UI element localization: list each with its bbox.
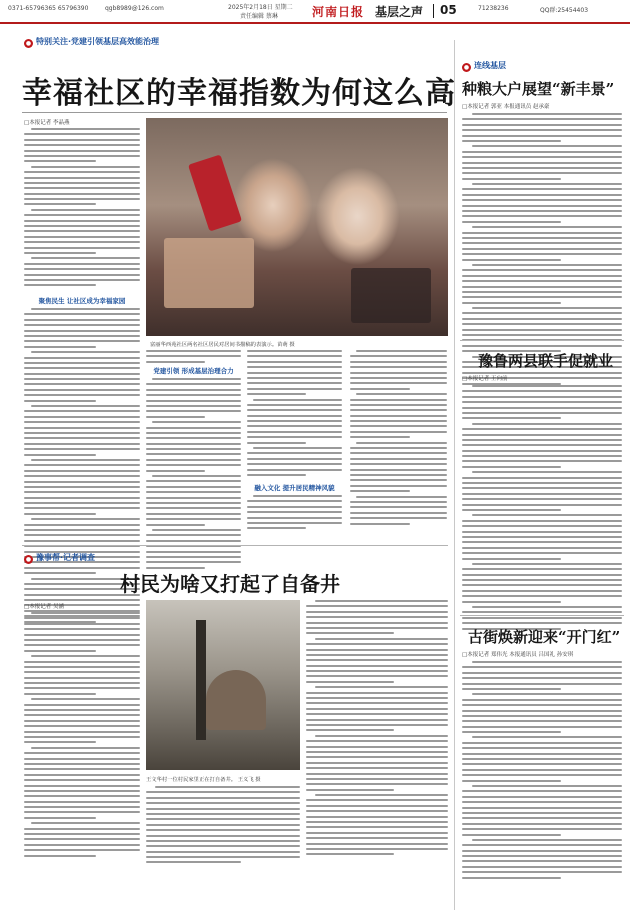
story2-tag-text: 豫事帮·记者调查 <box>36 553 96 562</box>
paper-cut-artwork <box>188 154 242 231</box>
right1-byline: □本报记者 郭亚 本报通讯员 赵承豪 <box>462 104 550 110</box>
story1-photo <box>146 118 448 336</box>
header-email-left: qgb8989@126.com <box>105 5 164 12</box>
story2-photo-caption: 王文华村一位村民家里正在打自备井。 王义飞 摄 <box>146 777 261 783</box>
header-divider <box>433 4 434 18</box>
story1-subhead2: 党建引领 形成基层治理合力 <box>153 367 234 375</box>
right3-headline: 古街焕新迎来“开门红” <box>468 628 621 646</box>
right2-body <box>462 385 622 633</box>
story1-subhead1: 聚焦民生 让社区成为幸福家园 <box>38 297 126 305</box>
right2-headline: 豫鲁两县联手促就业 <box>478 352 614 370</box>
story1-body-col4 <box>350 350 447 528</box>
story2-tag <box>24 552 95 564</box>
story1-body-col3a <box>247 350 342 479</box>
story1-byline: □本报记者 李晶燕 <box>24 120 70 126</box>
story1-tag <box>24 36 159 48</box>
story1-subhead3: 融入文化 提升居民精神风貌 <box>254 484 335 492</box>
header-editor: 责任编辑 蔡琳 <box>240 13 278 20</box>
story2-body-col3 <box>306 600 448 859</box>
story-divider <box>22 545 448 546</box>
right1-headline: 种粮大户展望“新丰景” <box>462 80 615 98</box>
page-header <box>0 0 630 24</box>
tag-bullet-icon: ● <box>25 40 32 47</box>
page-number: 05 <box>440 3 457 17</box>
header-email-right: QQ群:25454403 <box>540 7 589 14</box>
drill-pipe <box>196 620 206 740</box>
story2-photo <box>146 600 300 770</box>
tag-bullet-icon: ● <box>463 64 470 71</box>
story1-rule <box>22 112 447 113</box>
story2-byline: □本报记者 吴涵 <box>24 604 64 610</box>
right1-tag-text: 连线基层 <box>474 61 506 70</box>
story2-body-col1 <box>24 612 140 860</box>
photo-frame-art <box>164 238 254 308</box>
story2-headline: 村民为啥又打起了自备井 <box>120 572 340 596</box>
story1-body-col2b <box>146 378 241 572</box>
story1-body-col2a <box>146 350 241 366</box>
story2-body-col2 <box>146 786 300 867</box>
right-divider-2 <box>460 615 624 616</box>
right3-body <box>462 661 622 882</box>
right3-byline: □本报记者 郑伟光 本报通讯员 吕国礼 孙安琪 <box>462 652 574 658</box>
right1-body <box>462 113 622 388</box>
story1-body-col3b <box>247 495 342 533</box>
newspaper-logo: 河南日报 <box>312 5 365 19</box>
column-divider <box>454 40 455 910</box>
right-divider-1 <box>460 340 624 341</box>
right1-tag <box>462 60 506 72</box>
person-figure <box>206 670 266 730</box>
story1-photo-caption: 富丽华西苑社区两名社区居民对居间书描稿的表演示。苗萌 摄 <box>150 342 295 348</box>
right2-byline: □本报记者 王向前 <box>462 376 508 382</box>
story1-body-col1a <box>24 128 140 290</box>
photo-clothing <box>351 268 431 323</box>
story1-headline: 幸福社区的幸福指数为何这么高 <box>22 76 456 111</box>
header-date: 2025年2月18日 星期二 <box>228 4 293 11</box>
section-name: 基层之声 <box>375 5 424 19</box>
header-phone-right: 71238236 <box>478 5 509 12</box>
story1-tag-text: 特别关注·党建引领基层高效能治理 <box>36 37 160 46</box>
tag-bullet-icon: ● <box>25 556 32 563</box>
header-phone-left: 0371-65796365 65796390 <box>8 5 89 12</box>
